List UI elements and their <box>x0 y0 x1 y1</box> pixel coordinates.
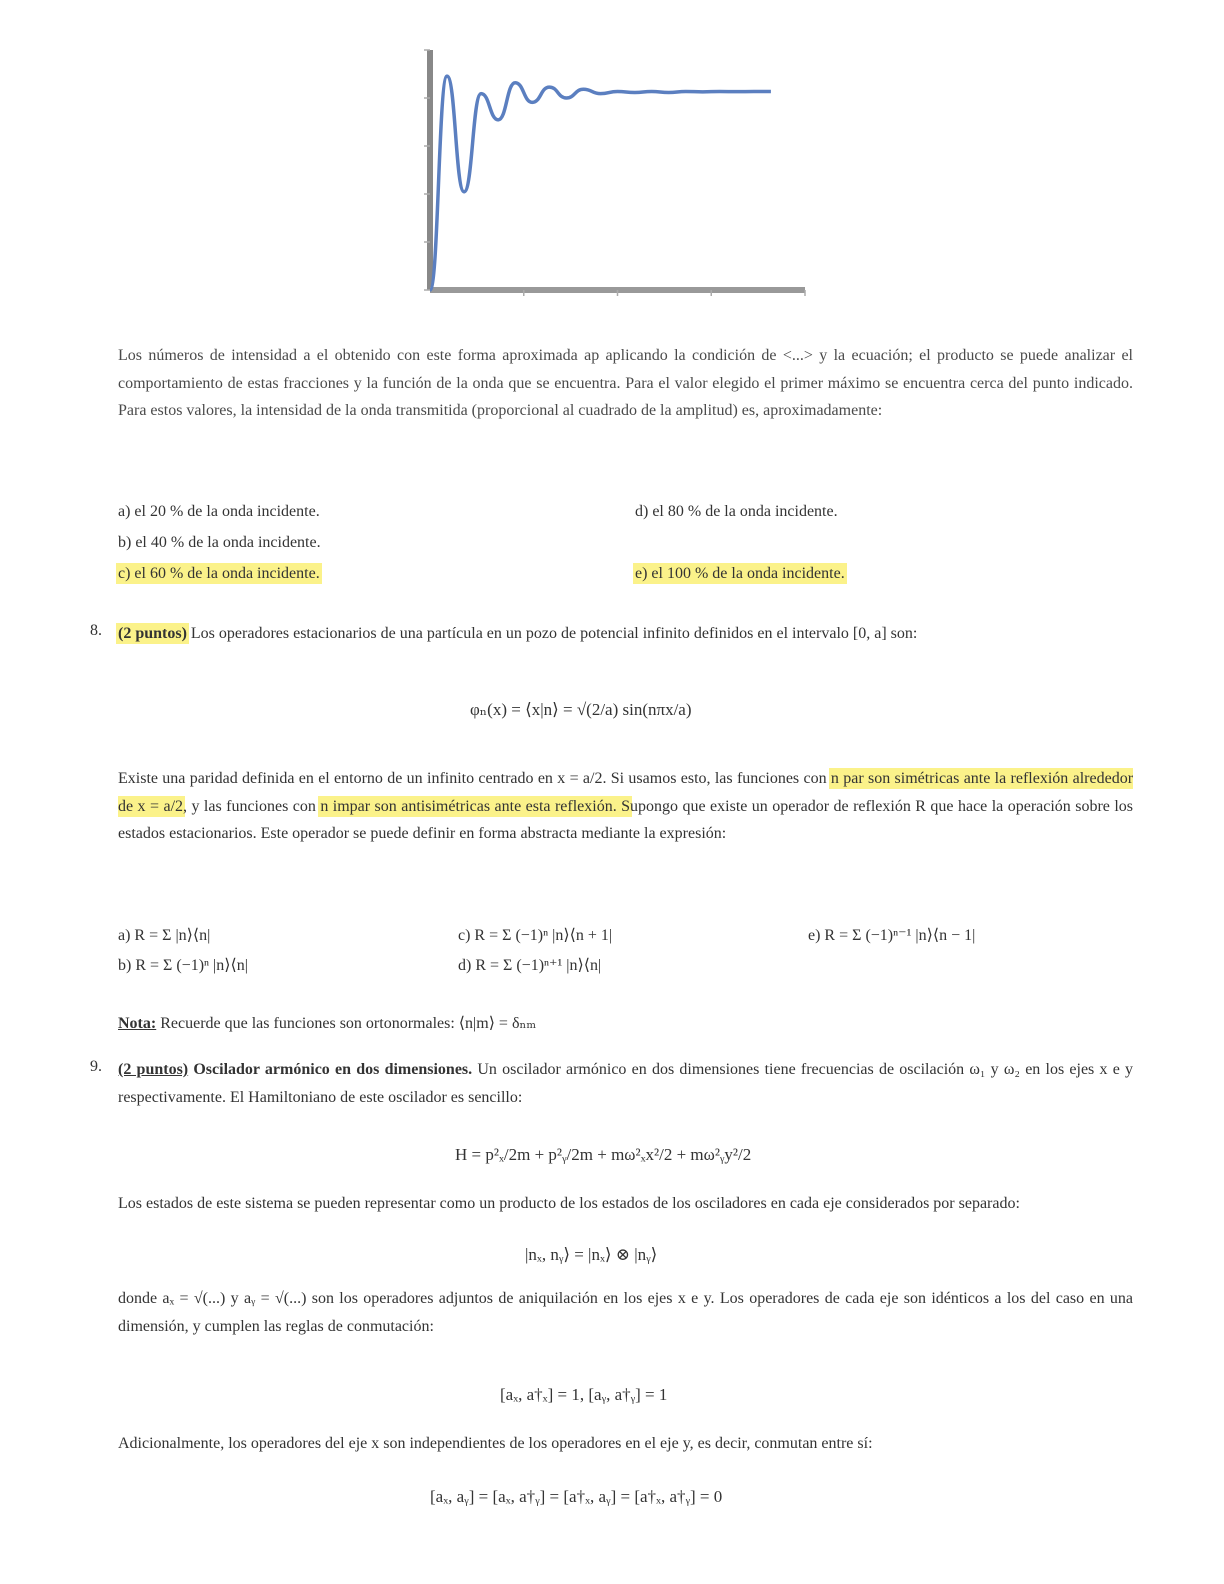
q1-option-d: d) el 80 % de la onda incidente. <box>635 503 838 520</box>
q1-option-c-highlight: c) el 60 % de la onda incidente. <box>118 565 320 582</box>
q2-note-text: Recuerde que las funciones son ortonormales: ⟨n|m⟩ = δₙₘ <box>160 1015 537 1032</box>
q2-option-d: d) R = Σ (−1)ⁿ⁺¹ |n⟩⟨n| <box>458 957 602 974</box>
q2-paragraph <box>118 765 1133 848</box>
q2-highlight-1: n par son simétricas ante la reflexión alrededor de x = a/2 <box>118 770 1134 815</box>
q2-statement <box>118 620 1133 648</box>
q2-text2c: upongo que existe un operador de reflexión R que hace la operación sobre los estados estacionarios. Este operador se puede definir en forma abstracta mediante la expresión: <box>118 797 1134 842</box>
q1-option-e-highlight: e) el 100 % de la onda incidente. <box>635 565 845 582</box>
q2-text2a: Existe una paridad definida en el entorno de un infinito centrado en x = a/2. Si usamos esto, las funciones con <box>118 770 827 787</box>
q1-option-e <box>635 565 845 583</box>
q3-text1: Un oscilador armónico en dos dimensiones tiene frecuencias de oscilación ω₁ y ω₂ en los ejes x e y respectivamente. El Hamiltoniano de este oscilador es sencillo: <box>118 1061 1134 1106</box>
q3-statement <box>118 1056 1133 1111</box>
q3-number: 9. <box>90 1058 102 1075</box>
q2-text1: Los operadores estacionarios de una partícula en un pozo de potencial infinito definidos en el intervalo [0, a] son: <box>190 625 918 642</box>
q3-title: Oscilador armónico en dos dimensiones. <box>193 1061 473 1078</box>
damped-oscillation-chart <box>405 40 845 315</box>
q3-points-tag: (2 puntos) <box>118 1061 189 1078</box>
q3-text2: Los estados de este sistema se pueden representar como un producto de los estados de los osciladores en cada eje considerados por separado: <box>118 1195 1020 1212</box>
q2-number: 8. <box>90 622 102 639</box>
q2-text2b: , y las funciones con <box>183 797 316 815</box>
q2-points-tag: (2 puntos) <box>118 625 187 642</box>
q3-equation-hamiltonian: H = p²ₓ/2m + p²ᵧ/2m + mω²ₓx²/2 + mω²ᵧy²/2 <box>455 1145 752 1164</box>
q2-option-a: a) R = Σ |n⟩⟨n| <box>118 927 211 944</box>
q2-note-label: Nota: <box>118 1015 157 1032</box>
q2-option-e: e) R = Σ (−1)ⁿ⁻¹ |n⟩⟨n − 1| <box>808 927 976 944</box>
q3-equation-commutators: [aₓ, a†ₓ] = 1, [aᵧ, a†ᵧ] = 1 <box>500 1385 668 1404</box>
chart-svg <box>405 40 845 315</box>
series-line <box>430 76 771 290</box>
paragraph-intro: Los números de intensidad a el obtenido con este forma aproximada ap aplicando la condición de <...> y la ecuación; el producto se puede analizar el comportamiento de estas fracciones y la función de la onda que se encuentra. Para el valor elegido el primer máximo se encuentra cerca del punto indicado. Para estos valores, la intensidad de la onda transmitida (proporcional al cuadrado de la amplitud) es, aproximadamente: <box>118 347 1133 419</box>
q1-option-a: a) el 20 % de la onda incidente. <box>118 503 320 520</box>
q2-option-b: b) R = Σ (−1)ⁿ |n⟩⟨n| <box>118 957 248 974</box>
q2-option-c: c) R = Σ (−1)ⁿ |n⟩⟨n + 1| <box>458 927 613 944</box>
q3-equation-product-state: |nₓ, nᵧ⟩ = |nₓ⟩ ⊗ |nᵧ⟩ <box>525 1245 658 1264</box>
q3-text4: Adicionalmente, los operadores del eje x son independientes de los operadores en el eje y, es decir, conmutan entre sí: <box>118 1435 873 1452</box>
q3-equation-independence: [aₓ, aᵧ] = [aₓ, a†ᵧ] = [a†ₓ, aᵧ] = [a†ₓ, a†ᵧ] = 0 <box>430 1487 723 1506</box>
q1-option-b: b) el 40 % de la onda incidente. <box>118 534 321 551</box>
q2-highlight-2: n impar son antisimétricas ante esta reflexión. S <box>320 797 631 815</box>
q3-text3: donde aₓ = √(...) y aᵧ = √(...) son los operadores adjuntos de aniquilación en los ejes x e y. Los operadores de cada eje son idénticos a los del caso en una dimensión, y cumplen las reglas de conmutación: <box>118 1290 1133 1335</box>
q2-note <box>118 1013 536 1033</box>
q1-option-c <box>118 565 320 583</box>
q2-equation: φₙ(x) = ⟨x|n⟩ = √(2/a) sin(nπx/a) <box>470 700 692 719</box>
